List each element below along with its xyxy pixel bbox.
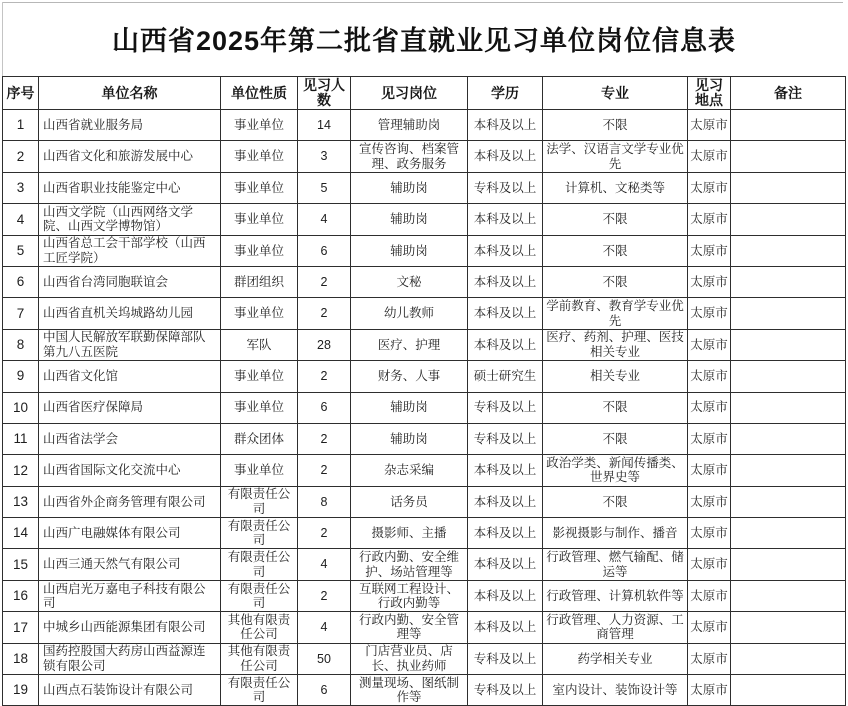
table-cell: 6 xyxy=(298,392,351,423)
table-cell: 辅助岗 xyxy=(351,392,468,423)
table-cell xyxy=(731,612,846,643)
table-cell: 本科及以上 xyxy=(468,266,543,297)
table-row xyxy=(3,298,846,329)
table-cell: 山西广电融媒体有限公司 xyxy=(39,518,221,549)
table-cell: 山西省总工会干部学校（山西工匠学院） xyxy=(39,235,221,266)
table-cell: 2 xyxy=(3,141,39,172)
table-cell: 太原市 xyxy=(688,172,731,203)
table-cell: 专科及以上 xyxy=(468,392,543,423)
table-cell: 11 xyxy=(3,423,39,454)
table-cell: 医疗、护理 xyxy=(351,329,468,360)
table-cell: 有限责任公司 xyxy=(221,580,298,611)
table-cell: 山西省文化和旅游发展中心 xyxy=(39,141,221,172)
header-cell: 学历 xyxy=(468,77,543,110)
table-cell: 山西点石装饰设计有限公司 xyxy=(39,675,221,706)
table-cell: 16 xyxy=(3,580,39,611)
header-cell: 见习地点 xyxy=(688,77,731,110)
table-cell: 辅助岗 xyxy=(351,204,468,235)
table-cell: 室内设计、装饰设计等 xyxy=(543,675,688,706)
table-cell: 山西文学院（山西网络文学院、山西文学博物馆） xyxy=(39,204,221,235)
table-header-row xyxy=(3,77,846,110)
table-cell xyxy=(731,486,846,517)
table-cell: 事业单位 xyxy=(221,172,298,203)
table-cell: 本科及以上 xyxy=(468,204,543,235)
table-cell: 有限责任公司 xyxy=(221,486,298,517)
frame-top-hairline xyxy=(2,2,843,3)
table-cell xyxy=(731,204,846,235)
table-cell: 本科及以上 xyxy=(468,455,543,486)
table-row xyxy=(3,329,846,360)
table-cell: 硕士研究生 xyxy=(468,361,543,392)
table-cell: 山西省文化馆 xyxy=(39,361,221,392)
table-cell: 行政管理、人力资源、工商管理 xyxy=(543,612,688,643)
table-row xyxy=(3,580,846,611)
table-cell: 管理辅助岗 xyxy=(351,110,468,141)
page-title: 山西省2025年第二批省直就业见习单位岗位信息表 xyxy=(111,26,737,56)
table-cell: 有限责任公司 xyxy=(221,549,298,580)
table-cell: 太原市 xyxy=(688,235,731,266)
table-cell: 太原市 xyxy=(688,549,731,580)
table-cell: 法学、汉语言文学专业优先 xyxy=(543,141,688,172)
table-cell: 专科及以上 xyxy=(468,172,543,203)
table-cell: 太原市 xyxy=(688,392,731,423)
header-cell: 序号 xyxy=(3,77,39,110)
table-cell xyxy=(731,172,846,203)
table-row xyxy=(3,455,846,486)
table-cell: 影视摄影与制作、播音 xyxy=(543,518,688,549)
table-cell: 8 xyxy=(3,329,39,360)
table-row xyxy=(3,612,846,643)
table-cell: 不限 xyxy=(543,486,688,517)
table-cell: 2 xyxy=(298,518,351,549)
table-cell: 2 xyxy=(298,423,351,454)
table-row xyxy=(3,204,846,235)
table-cell: 摄影师、主播 xyxy=(351,518,468,549)
table-row xyxy=(3,141,846,172)
table-cell: 话务员 xyxy=(351,486,468,517)
table-cell: 山西三通天然气有限公司 xyxy=(39,549,221,580)
table-cell: 18 xyxy=(3,643,39,674)
table-cell: 50 xyxy=(298,643,351,674)
table-cell: 事业单位 xyxy=(221,204,298,235)
table-cell xyxy=(731,423,846,454)
table-cell: 事业单位 xyxy=(221,455,298,486)
table-cell xyxy=(731,643,846,674)
table-cell: 山西省国际文化交流中心 xyxy=(39,455,221,486)
table-cell: 太原市 xyxy=(688,141,731,172)
table-cell: 测量现场、图纸制作等 xyxy=(351,675,468,706)
header-cell: 专业 xyxy=(543,77,688,110)
table-cell xyxy=(731,141,846,172)
table-cell: 山西省就业服务局 xyxy=(39,110,221,141)
table-cell: 辅助岗 xyxy=(351,172,468,203)
table-cell: 太原市 xyxy=(688,643,731,674)
table-cell: 太原市 xyxy=(688,612,731,643)
positions-table xyxy=(2,76,846,706)
table-cell: 太原市 xyxy=(688,361,731,392)
header-cell: 单位性质 xyxy=(221,77,298,110)
table-cell: 本科及以上 xyxy=(468,612,543,643)
table-cell: 本科及以上 xyxy=(468,580,543,611)
table-cell: 13 xyxy=(3,486,39,517)
table-cell: 药学相关专业 xyxy=(543,643,688,674)
table-cell: 太原市 xyxy=(688,266,731,297)
table-cell: 有限责任公司 xyxy=(221,518,298,549)
table-cell xyxy=(731,298,846,329)
table-row xyxy=(3,549,846,580)
table-cell: 不限 xyxy=(543,423,688,454)
table-cell: 6 xyxy=(298,675,351,706)
table-cell: 军队 xyxy=(221,329,298,360)
table-cell: 2 xyxy=(298,298,351,329)
header-cell: 见习人数 xyxy=(298,77,351,110)
header-cell: 见习岗位 xyxy=(351,77,468,110)
table-cell: 山西省台湾同胞联谊会 xyxy=(39,266,221,297)
table-cell: 专科及以上 xyxy=(468,423,543,454)
table-cell: 太原市 xyxy=(688,110,731,141)
table-cell: 1 xyxy=(3,110,39,141)
table-cell: 学前教育、教育学专业优先 xyxy=(543,298,688,329)
table-cell: 中国人民解放军联勤保障部队第九八五医院 xyxy=(39,329,221,360)
table-cell: 有限责任公司 xyxy=(221,675,298,706)
header-cell: 备注 xyxy=(731,77,846,110)
table-cell: 本科及以上 xyxy=(468,329,543,360)
table-cell: 群众团体 xyxy=(221,423,298,454)
table-cell: 专科及以上 xyxy=(468,675,543,706)
table-cell: 宣传咨询、档案管理、政务服务 xyxy=(351,141,468,172)
table-cell: 幼儿教师 xyxy=(351,298,468,329)
table-cell xyxy=(731,110,846,141)
table-cell: 辅助岗 xyxy=(351,235,468,266)
table-cell: 4 xyxy=(3,204,39,235)
table-row xyxy=(3,110,846,141)
table-cell: 3 xyxy=(3,172,39,203)
table-cell: 辅助岗 xyxy=(351,423,468,454)
table-cell: 17 xyxy=(3,612,39,643)
table-cell: 事业单位 xyxy=(221,361,298,392)
table-cell: 国药控股国大药房山西益源连锁有限公司 xyxy=(39,643,221,674)
table-cell: 2 xyxy=(298,361,351,392)
table-cell: 5 xyxy=(298,172,351,203)
table-row xyxy=(3,643,846,674)
table-cell: 太原市 xyxy=(688,455,731,486)
table-cell: 2 xyxy=(298,455,351,486)
table-cell: 太原市 xyxy=(688,204,731,235)
table-cell: 太原市 xyxy=(688,298,731,329)
table-cell: 不限 xyxy=(543,204,688,235)
table-cell: 2 xyxy=(298,580,351,611)
table-cell: 其他有限责任公司 xyxy=(221,643,298,674)
table-cell: 太原市 xyxy=(688,486,731,517)
table-cell: 事业单位 xyxy=(221,392,298,423)
table-row xyxy=(3,518,846,549)
table-cell: 太原市 xyxy=(688,675,731,706)
table-cell: 10 xyxy=(3,392,39,423)
table-cell: 文秘 xyxy=(351,266,468,297)
table-cell: 相关专业 xyxy=(543,361,688,392)
table-cell: 行政内勤、安全管理等 xyxy=(351,612,468,643)
table-cell: 中城乡山西能源集团有限公司 xyxy=(39,612,221,643)
table-cell: 8 xyxy=(298,486,351,517)
table-cell: 专科及以上 xyxy=(468,643,543,674)
header-cell: 单位名称 xyxy=(39,77,221,110)
table-body xyxy=(3,110,846,706)
table-cell: 不限 xyxy=(543,235,688,266)
table-cell: 行政内勤、安全维护、场站管理等 xyxy=(351,549,468,580)
table-cell: 本科及以上 xyxy=(468,141,543,172)
table-cell: 杂志采编 xyxy=(351,455,468,486)
table-cell: 15 xyxy=(3,549,39,580)
table-cell: 不限 xyxy=(543,110,688,141)
table-cell: 山西省直机关坞城路幼儿园 xyxy=(39,298,221,329)
table-cell: 本科及以上 xyxy=(468,298,543,329)
table-cell: 计算机、文秘类等 xyxy=(543,172,688,203)
table-cell: 7 xyxy=(3,298,39,329)
table-cell: 不限 xyxy=(543,266,688,297)
table-row xyxy=(3,172,846,203)
table-cell: 互联网工程设计、行政内勤等 xyxy=(351,580,468,611)
table-cell: 事业单位 xyxy=(221,235,298,266)
table-cell: 19 xyxy=(3,675,39,706)
table-row xyxy=(3,361,846,392)
table-cell xyxy=(731,235,846,266)
table-cell: 6 xyxy=(298,235,351,266)
table-row xyxy=(3,392,846,423)
table-cell: 太原市 xyxy=(688,329,731,360)
table-cell: 14 xyxy=(298,110,351,141)
table-row xyxy=(3,486,846,517)
table-cell xyxy=(731,580,846,611)
table-row xyxy=(3,675,846,706)
table-cell: 3 xyxy=(298,141,351,172)
table-cell: 山西省医疗保障局 xyxy=(39,392,221,423)
table-cell xyxy=(731,455,846,486)
table-cell xyxy=(731,518,846,549)
table-cell: 事业单位 xyxy=(221,110,298,141)
table-cell: 山西启光万嘉电子科技有限公司 xyxy=(39,580,221,611)
table-cell: 财务、人事 xyxy=(351,361,468,392)
table-cell: 6 xyxy=(3,266,39,297)
table-cell: 政治学类、新闻传播类、世界史等 xyxy=(543,455,688,486)
table-cell: 14 xyxy=(3,518,39,549)
table-cell xyxy=(731,392,846,423)
table-cell xyxy=(731,329,846,360)
table-cell: 事业单位 xyxy=(221,141,298,172)
table-cell: 12 xyxy=(3,455,39,486)
table-cell: 太原市 xyxy=(688,518,731,549)
table-cell: 本科及以上 xyxy=(468,549,543,580)
table-cell: 4 xyxy=(298,549,351,580)
table-cell: 行政管理、燃气输配、储运等 xyxy=(543,549,688,580)
table-cell: 9 xyxy=(3,361,39,392)
table-cell: 本科及以上 xyxy=(468,518,543,549)
table-cell: 群团组织 xyxy=(221,266,298,297)
table-cell: 不限 xyxy=(543,392,688,423)
table-cell: 本科及以上 xyxy=(468,235,543,266)
table-row xyxy=(3,235,846,266)
table-cell xyxy=(731,549,846,580)
table-cell: 太原市 xyxy=(688,580,731,611)
table-row xyxy=(3,266,846,297)
table-cell: 山西省职业技能鉴定中心 xyxy=(39,172,221,203)
table-cell: 行政管理、计算机软件等 xyxy=(543,580,688,611)
table-cell: 本科及以上 xyxy=(468,486,543,517)
table-cell: 2 xyxy=(298,266,351,297)
table-cell: 4 xyxy=(298,204,351,235)
table-cell: 事业单位 xyxy=(221,298,298,329)
table-cell: 太原市 xyxy=(688,423,731,454)
table-row xyxy=(3,423,846,454)
table-cell: 山西省法学会 xyxy=(39,423,221,454)
table-cell: 医疗、药剂、护理、医技相关专业 xyxy=(543,329,688,360)
table-cell: 28 xyxy=(298,329,351,360)
table-cell xyxy=(731,675,846,706)
table-cell: 本科及以上 xyxy=(468,110,543,141)
table-cell: 4 xyxy=(298,612,351,643)
table-cell: 其他有限责任公司 xyxy=(221,612,298,643)
table-cell: 5 xyxy=(3,235,39,266)
table-cell xyxy=(731,266,846,297)
table-cell: 山西省外企商务管理有限公司 xyxy=(39,486,221,517)
table-cell: 门店营业员、店长、执业药师 xyxy=(351,643,468,674)
table-cell xyxy=(731,361,846,392)
